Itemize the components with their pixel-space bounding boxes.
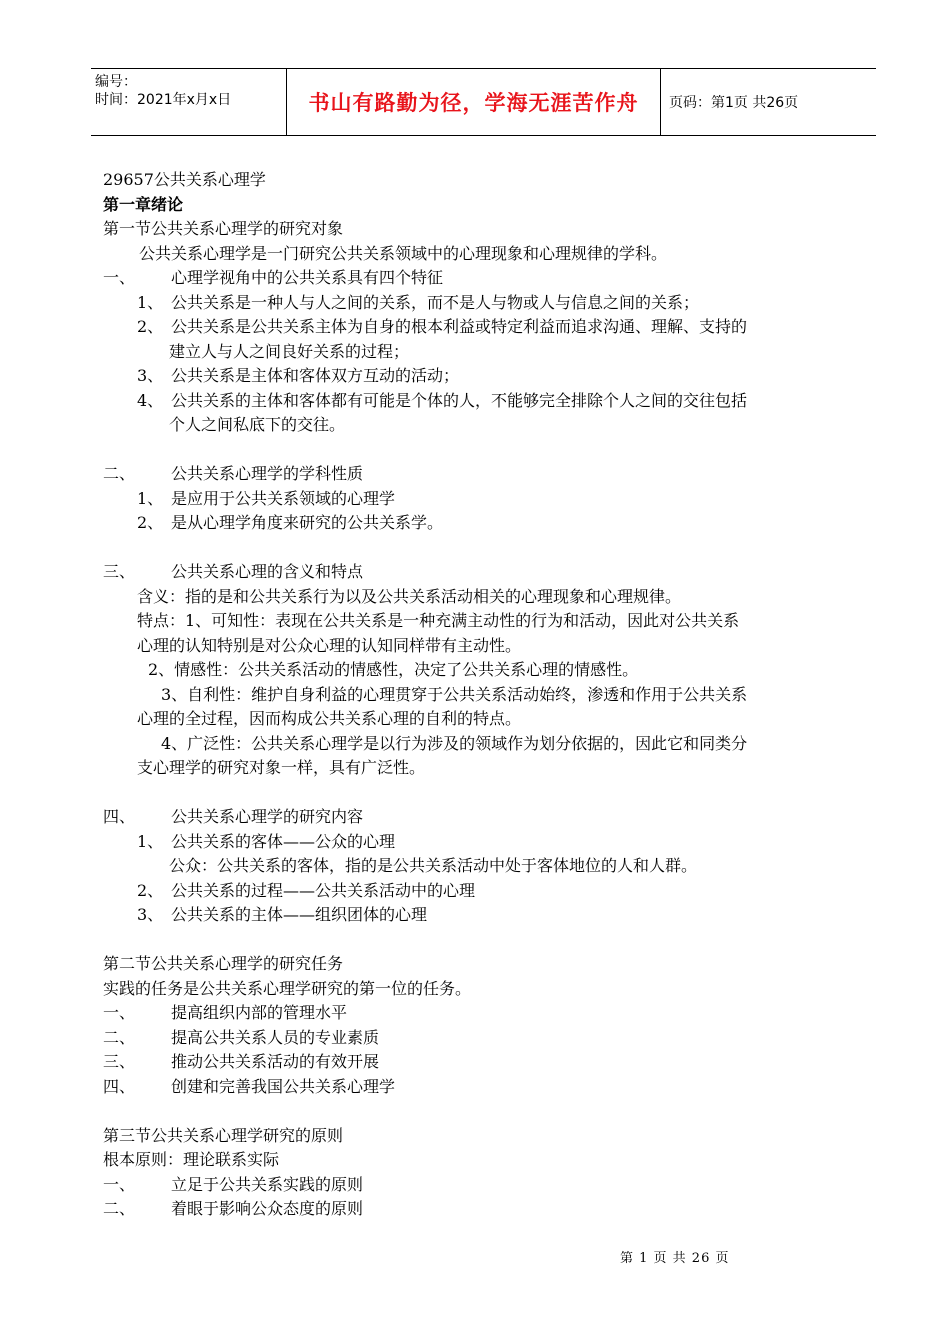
list-number: 2、 <box>137 513 164 532</box>
meaning-paragraph: 含义：指的是和公共关系行为以及公共关系活动相关的心理现象和心理规律。 <box>137 586 682 606</box>
list-text: 公共关系的主体和客体都有可能是个体的人，不能够完全排除个人之间的交往包括 <box>171 390 748 410</box>
list-item <box>103 879 863 904</box>
heading-text: 公共关系心理学的研究内容 <box>171 807 364 826</box>
spacer <box>103 928 863 953</box>
list-item <box>103 364 863 389</box>
task-text: 提高公共关系人员的专业素质 <box>171 1027 380 1047</box>
task-item <box>103 1001 863 1026</box>
feature-paragraph: 2、情感性：公共关系活动的情感性，决定了公共关系心理的情感性。 <box>148 660 639 679</box>
spacer <box>103 781 863 806</box>
feature-paragraph: 支心理学的研究对象一样，具有广泛性。 <box>137 758 426 777</box>
feature-paragraph: 心理的认知特别是对公众心理的认知同样带有主动性。 <box>137 635 522 655</box>
header-motto: 书山有路勤为径，学海无涯苦作舟 <box>287 69 661 135</box>
document-body <box>103 168 863 1222</box>
list-item-continuation: 建立人与人之间良好关系的过程； <box>169 341 410 361</box>
principle-item <box>103 1173 863 1198</box>
spacer <box>103 438 863 463</box>
header-meta <box>91 69 287 135</box>
list-number: 2、 <box>137 880 164 900</box>
page-footer: 第 1 页 共 26 页 <box>620 1251 730 1266</box>
task-item <box>103 1026 863 1051</box>
list-item <box>103 291 863 316</box>
document-number-label: 编号： <box>95 74 137 90</box>
heading-text: 公共关系心理学的学科性质 <box>171 464 364 483</box>
list-text: 公共关系的过程——公共关系活动中的心理 <box>171 880 476 900</box>
heading-item <box>103 266 863 291</box>
list-text: 公共关系的主体——组织团体的心理 <box>171 905 428 924</box>
list-text: 是从心理学角度来研究的公共关系学。 <box>171 513 444 532</box>
heading-number: 三、 <box>103 562 136 581</box>
task-number: 二、 <box>103 1027 136 1047</box>
section-title: 第三节公共关系心理学研究的原则 <box>103 1125 344 1145</box>
list-item <box>103 903 863 928</box>
list-number: 1、 <box>137 292 164 312</box>
list-item <box>103 511 863 536</box>
intro-paragraph: 实践的任务是公共关系心理学研究的第一位的任务。 <box>103 978 472 998</box>
feature-paragraph: 特点：1、可知性：表现在公共关系是一种充满主动性的行为和活动，因此对公共关系 <box>137 611 740 630</box>
page-header <box>91 68 876 136</box>
task-number: 四、 <box>103 1076 136 1096</box>
header-page-label: 页码：第1页 共26页 <box>669 95 799 111</box>
principle-text: 着眼于影响公众态度的原则 <box>171 1199 364 1218</box>
feature-paragraph: 3、自利性：维护自身利益的心理贯穿于公共关系活动始终，渗透和作用于公共关系 <box>161 684 748 704</box>
feature-paragraph: 4、广泛性：公共关系心理学是以行为涉及的领域作为划分依据的，因此它和同类分 <box>161 733 748 753</box>
definition-paragraph: 公共关系心理学是一门研究公共关系领域中的心理现象和心理规律的学科。 <box>139 243 668 263</box>
principle-text: 立足于公共关系实践的原则 <box>171 1174 364 1194</box>
list-text: 是应用于公共关系领域的心理学 <box>171 488 396 508</box>
heading-item <box>103 560 863 585</box>
task-text: 创建和完善我国公共关系心理学 <box>171 1076 396 1096</box>
task-item <box>103 1050 863 1075</box>
list-text: 公共关系是公共关系主体为自身的根本利益或特定利益而追求沟通、理解、支持的 <box>171 317 748 336</box>
list-item-continuation: 个人之间私底下的交往。 <box>169 415 346 434</box>
heading-number: 二、 <box>103 464 136 483</box>
list-text: 公共关系的客体——公众的心理 <box>171 831 396 851</box>
list-number: 4、 <box>137 390 164 410</box>
task-text: 提高组织内部的管理水平 <box>171 1003 348 1022</box>
list-text: 公共关系是一种人与人之间的关系，而不是人与物或人与信息之间的关系； <box>171 292 700 312</box>
task-number: 三、 <box>103 1052 136 1071</box>
list-number: 3、 <box>137 366 164 385</box>
document-time-label: 时间：2021年x月x日 <box>95 92 232 108</box>
course-title: 29657公共关系心理学 <box>103 170 266 189</box>
list-item <box>103 487 863 512</box>
list-number: 1、 <box>137 831 164 851</box>
section-title: 第一节公共关系心理学的研究对象 <box>103 219 344 238</box>
heading-item <box>103 462 863 487</box>
list-item <box>103 315 863 340</box>
principle-number: 二、 <box>103 1199 136 1218</box>
task-text: 推动公共关系活动的有效开展 <box>171 1052 380 1071</box>
intro-paragraph: 根本原则：理论联系实际 <box>103 1150 280 1169</box>
note-paragraph: 公众：公共关系的客体，指的是公共关系活动中处于客体地位的人和人群。 <box>169 856 698 875</box>
list-number: 1、 <box>137 488 164 508</box>
list-number: 3、 <box>137 905 164 924</box>
task-number: 一、 <box>103 1003 136 1022</box>
heading-number: 一、 <box>103 268 136 287</box>
chapter-title: 第一章绪论 <box>103 194 184 214</box>
list-number: 2、 <box>137 317 164 336</box>
principle-item <box>103 1197 863 1222</box>
section-title: 第二节公共关系心理学的研究任务 <box>103 954 344 973</box>
list-item <box>103 389 863 414</box>
spacer <box>103 536 863 561</box>
principle-number: 一、 <box>103 1174 136 1194</box>
list-text: 公共关系是主体和客体双方互动的活动； <box>171 366 460 385</box>
heading-item <box>103 805 863 830</box>
task-item <box>103 1075 863 1100</box>
heading-text: 公共关系心理的含义和特点 <box>171 562 364 581</box>
feature-paragraph: 心理的全过程，因而构成公共关系心理的自利的特点。 <box>137 709 522 728</box>
spacer <box>103 1099 863 1124</box>
heading-text: 心理学视角中的公共关系具有四个特征 <box>171 268 444 287</box>
list-item <box>103 830 863 855</box>
heading-number: 四、 <box>103 807 136 826</box>
